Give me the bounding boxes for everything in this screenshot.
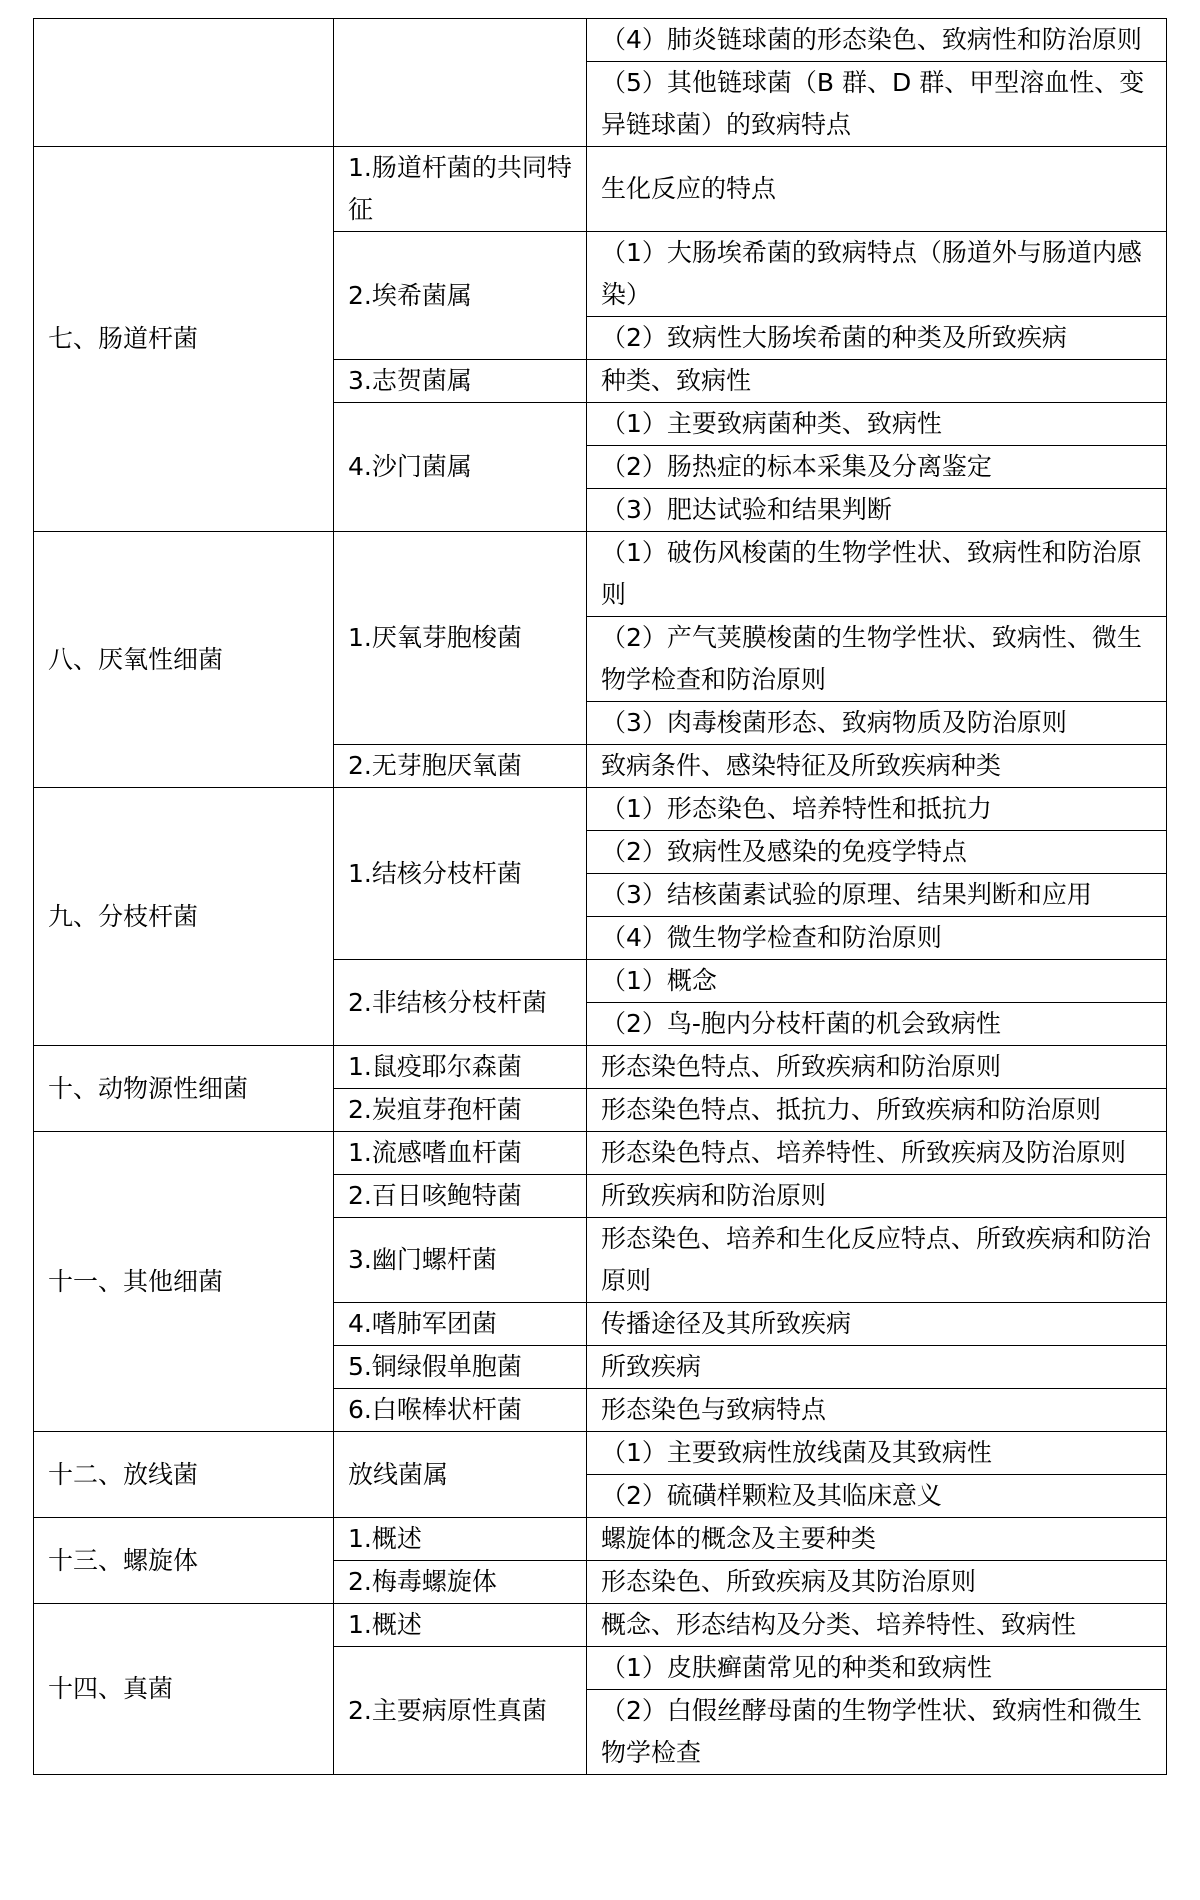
requirement-cell: （4）肺炎链球菌的形态染色、致病性和防治原则 (587, 19, 1167, 62)
topic-cell: 1.结核分枝杆菌 (334, 788, 587, 960)
topic-cell: 1.肠道杆菌的共同特征 (334, 147, 587, 232)
topic-cell: 1.流感嗜血杆菌 (334, 1132, 587, 1175)
requirement-cell: （1）概念 (587, 960, 1167, 1003)
topic-cell (334, 19, 587, 147)
topic-cell: 2.埃希菌属 (334, 232, 587, 360)
topic-cell: 3.幽门螺杆菌 (334, 1218, 587, 1303)
requirement-cell: 形态染色、培养和生化反应特点、所致疾病和防治原则 (587, 1218, 1167, 1303)
section-cell: 八、厌氧性细菌 (34, 532, 334, 788)
topic-cell: 4.嗜肺军团菌 (334, 1303, 587, 1346)
table-row (34, 1604, 1167, 1647)
section-cell: 七、肠道杆菌 (34, 147, 334, 532)
requirement-cell: （3）肥达试验和结果判断 (587, 489, 1167, 532)
requirement-cell: 所致疾病和防治原则 (587, 1175, 1167, 1218)
table-row (34, 147, 1167, 232)
requirement-cell: （1）主要致病性放线菌及其致病性 (587, 1432, 1167, 1475)
table-row (34, 1518, 1167, 1561)
requirement-cell: （2）产气荚膜梭菌的生物学性状、致病性、微生物学检查和防治原则 (587, 617, 1167, 702)
topic-cell: 2.非结核分枝杆菌 (334, 960, 587, 1046)
requirement-cell: （2）致病性及感染的免疫学特点 (587, 831, 1167, 874)
topic-cell: 5.铜绿假单胞菌 (334, 1346, 587, 1389)
topic-cell: 1.鼠疫耶尔森菌 (334, 1046, 587, 1089)
requirement-cell: （1）破伤风梭菌的生物学性状、致病性和防治原则 (587, 532, 1167, 617)
requirement-cell: 形态染色、所致疾病及其防治原则 (587, 1561, 1167, 1604)
table-row (34, 1432, 1167, 1475)
topic-cell: 3.志贺菌属 (334, 360, 587, 403)
requirement-cell: 螺旋体的概念及主要种类 (587, 1518, 1167, 1561)
requirement-cell: 致病条件、感染特征及所致疾病种类 (587, 745, 1167, 788)
requirement-cell: 形态染色与致病特点 (587, 1389, 1167, 1432)
section-cell: 十一、其他细菌 (34, 1132, 334, 1432)
section-cell: 十三、螺旋体 (34, 1518, 334, 1604)
requirement-cell: （5）其他链球菌（B 群、D 群、甲型溶血性、变异链球菌）的致病特点 (587, 62, 1167, 147)
requirement-cell: （3）结核菌素试验的原理、结果判断和应用 (587, 874, 1167, 917)
requirement-cell: （1）形态染色、培养特性和抵抗力 (587, 788, 1167, 831)
requirement-cell: 形态染色特点、所致疾病和防治原则 (587, 1046, 1167, 1089)
requirement-cell: （2）致病性大肠埃希菌的种类及所致疾病 (587, 317, 1167, 360)
requirement-cell: （1）大肠埃希菌的致病特点（肠道外与肠道内感染） (587, 232, 1167, 317)
requirement-cell: （4）微生物学检查和防治原则 (587, 917, 1167, 960)
section-cell: 十四、真菌 (34, 1604, 334, 1775)
topic-cell: 2.无芽胞厌氧菌 (334, 745, 587, 788)
section-cell: 十、动物源性细菌 (34, 1046, 334, 1132)
requirement-cell: 形态染色特点、培养特性、所致疾病及防治原则 (587, 1132, 1167, 1175)
requirement-cell: （3）肉毒梭菌形态、致病物质及防治原则 (587, 702, 1167, 745)
requirement-cell: （2）硫磺样颗粒及其临床意义 (587, 1475, 1167, 1518)
table-row (34, 19, 1167, 62)
requirement-cell: 传播途径及其所致疾病 (587, 1303, 1167, 1346)
requirement-cell: （1）皮肤癣菌常见的种类和致病性 (587, 1647, 1167, 1690)
requirement-cell: 种类、致病性 (587, 360, 1167, 403)
table-row (34, 1046, 1167, 1089)
topic-cell: 1.概述 (334, 1604, 587, 1647)
table-row (34, 532, 1167, 617)
table-row (34, 1132, 1167, 1175)
requirement-cell: 形态染色特点、抵抗力、所致疾病和防治原则 (587, 1089, 1167, 1132)
requirement-cell: （1）主要致病菌种类、致病性 (587, 403, 1167, 446)
topic-cell: 1.厌氧芽胞梭菌 (334, 532, 587, 745)
table-row (34, 788, 1167, 831)
syllabus-table-body (34, 19, 1167, 1775)
requirement-cell: 概念、形态结构及分类、培养特性、致病性 (587, 1604, 1167, 1647)
requirement-cell: （2）肠热症的标本采集及分离鉴定 (587, 446, 1167, 489)
topic-cell: 2.梅毒螺旋体 (334, 1561, 587, 1604)
section-cell: 九、分枝杆菌 (34, 788, 334, 1046)
section-cell: 十二、放线菌 (34, 1432, 334, 1518)
topic-cell: 2.主要病原性真菌 (334, 1647, 587, 1775)
topic-cell: 2.炭疽芽孢杆菌 (334, 1089, 587, 1132)
topic-cell: 4.沙门菌属 (334, 403, 587, 532)
topic-cell: 6.白喉棒状杆菌 (334, 1389, 587, 1432)
topic-cell: 放线菌属 (334, 1432, 587, 1518)
topic-cell: 2.百日咳鲍特菌 (334, 1175, 587, 1218)
section-cell (34, 19, 334, 147)
requirement-cell: （2）白假丝酵母菌的生物学性状、致病性和微生物学检查 (587, 1690, 1167, 1775)
requirement-cell: （2）鸟-胞内分枝杆菌的机会致病性 (587, 1003, 1167, 1046)
topic-cell: 1.概述 (334, 1518, 587, 1561)
syllabus-table (33, 18, 1167, 1775)
requirement-cell: 生化反应的特点 (587, 147, 1167, 232)
requirement-cell: 所致疾病 (587, 1346, 1167, 1389)
